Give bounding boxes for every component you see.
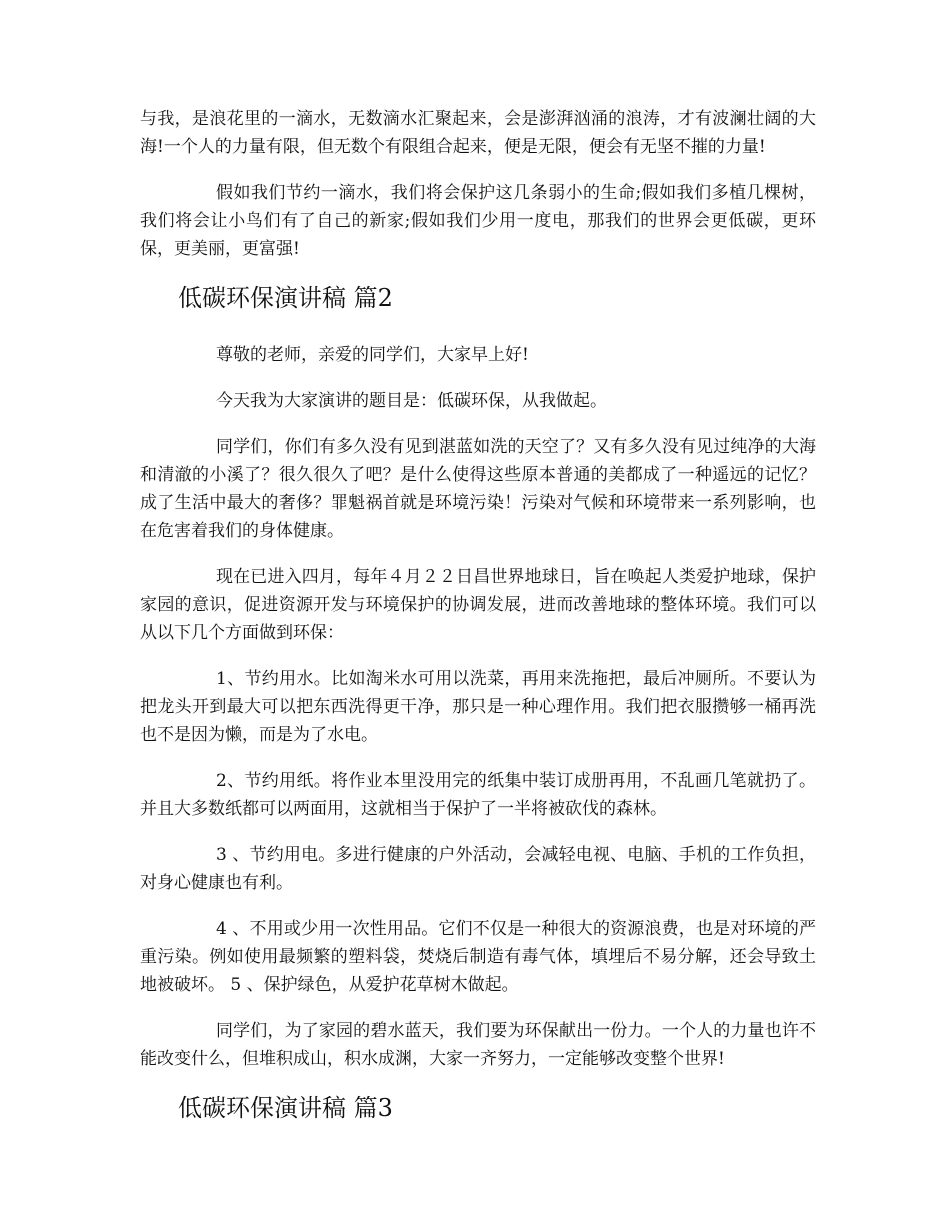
list-item-electricity: 3 、节约用电。多进行健康的户外活动，会减轻电视、电脑、手机的工作负担，对身心健康也有利。 (140, 845, 816, 893)
paragraph: 假如我们节约一滴水，我们将会保护这几条弱小的生命;假如我们多植几棵树，我们将会让小鸟们有了自己的新家;假如我们少用一度电，那我们的世界会更低碳，更环保，更美丽，更富强! (140, 183, 816, 259)
paragraph: 现在已进入四月，每年４月２２日昌世界地球日，旨在唤起人类爱护地球，保护家园的意识，促进资源开发与环境保护的协调发展，进而改善地球的整体环境。我们可以从以下几个方面做到环保： (140, 567, 816, 643)
list-item-water: 1、节约用水。比如淘米水可用以洗菜，再用来洗拖把，最后冲厕所。不要认为把龙头开到最大可以把东西洗得更干净，那只是一种心理作用。我们把衣服攒够一桶再洗也不是因为懒，而是为了水电。 (140, 669, 816, 745)
section-heading-3: 低碳环保演讲稿 篇3 (178, 1094, 393, 1122)
paragraph: 与我，是浪花里的一滴水，无数滴水汇聚起来，会是澎湃汹涌的浪涛，才有波澜壮阔的大海!一个人的力量有限，但无数个有限组合起来，便是无限，便会有无坚不摧的力量! (140, 109, 816, 157)
paragraph: 同学们，你们有多久没有见到湛蓝如洗的天空了？又有多久没有见过纯净的大海和清澈的小溪了？很久很久了吧？是什么使得这些原本普通的美都成了一种遥远的记忆？成了生活中最大的奢侈？罪魁祸首就是环境污染！污染对气候和环境带来一系列影响，也在危害着我们的身体健康。 (140, 437, 816, 541)
list-item-disposables: 4 、不用或少用一次性用品。它们不仅是一种很大的资源浪费，也是对环境的严重污染。例如使用最频繁的塑料袋，焚烧后制造有毒气体，填埋后不易分解，还会导致土地被破坏。 5 、保护绿色，从爱护花草树木做起。 (140, 919, 816, 995)
paragraph-greeting: 尊敬的老师，亲爱的同学们，大家早上好! (216, 345, 529, 365)
list-item-paper: 2、节约用纸。将作业本里没用完的纸集中装订成册再用，不乱画几笔就扔了。并且大多数纸都可以两面用，这就相当于保护了一半将被砍伐的森林。 (140, 771, 816, 819)
paragraph-topic: 今天我为大家演讲的题目是：低碳环保，从我做起。 (216, 391, 607, 411)
section-heading-2: 低碳环保演讲稿 篇2 (178, 284, 393, 312)
paragraph-closing: 同学们，为了家园的碧水蓝天，我们要为环保献出一份力。一个人的力量也许不能改变什么，但堆积成山，积水成渊，大家一齐努力，一定能够改变整个世界! (140, 1021, 816, 1069)
document-body (140, 105, 816, 1151)
